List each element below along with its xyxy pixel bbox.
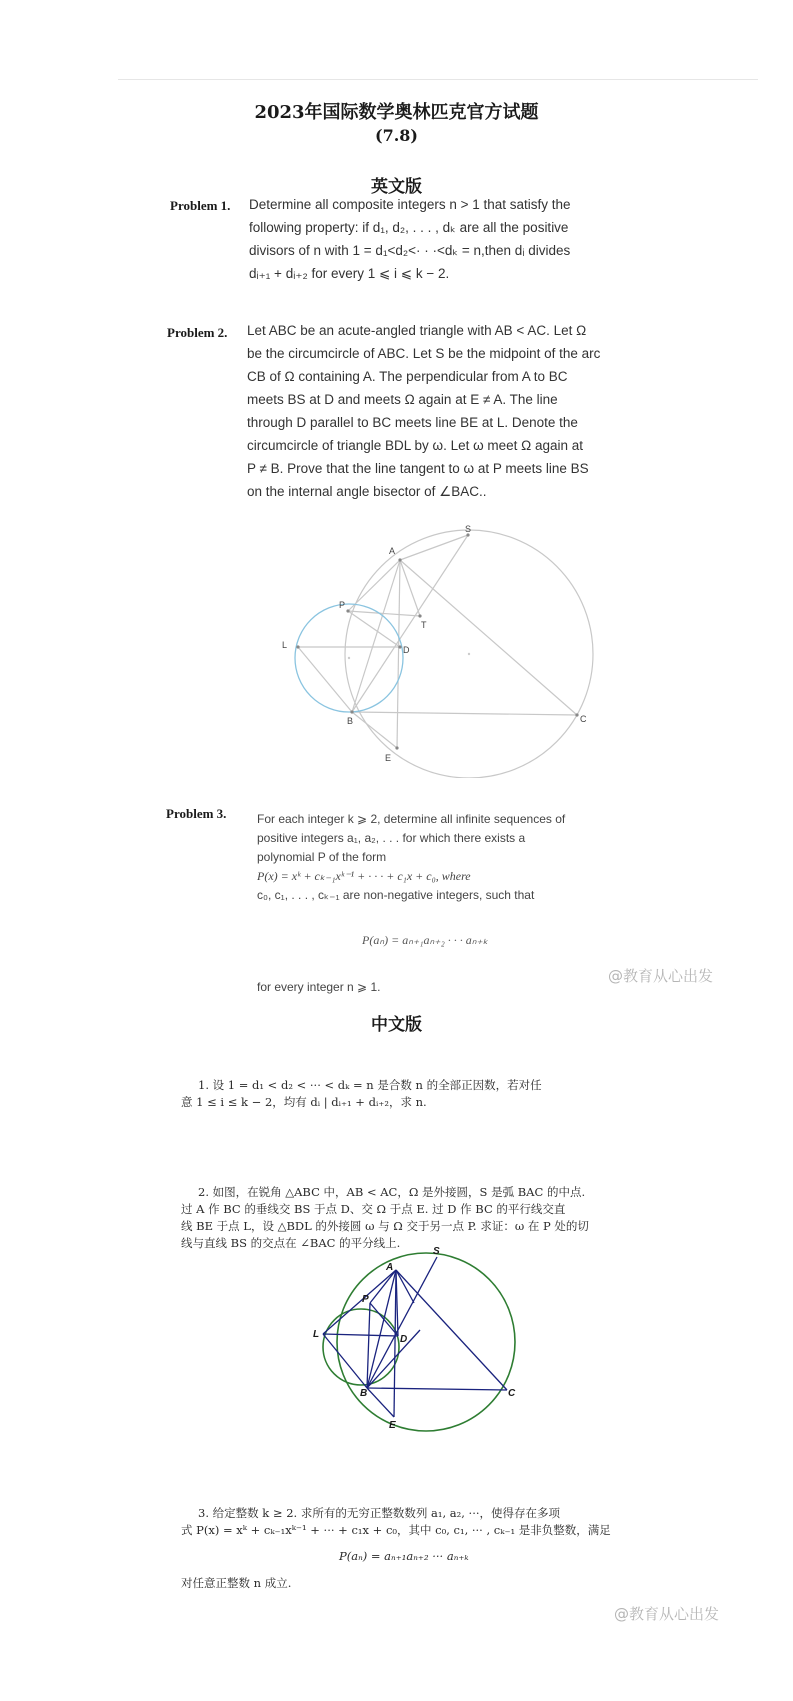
watermark-2: @教育从心出发 [614, 1605, 720, 1623]
chinese-problem-2-line: 2. 如图，在锐角 △ABC 中，AB < AC，Ω 是外接圆，S 是弧 BAC 的中点. [198, 1185, 586, 1199]
line-bc [352, 712, 577, 715]
line-ad-2 [396, 1270, 398, 1336]
line-as [400, 535, 468, 560]
circle-omega-green [337, 1253, 515, 1431]
line-ae [397, 560, 400, 748]
problem-1-line: dᵢ₊₁ + dᵢ₊₂ for every 1 ⩽ i ⩽ k − 2. [249, 266, 450, 281]
fig1-label-b: B [347, 716, 354, 726]
watermark-1: @教育从心出发 [608, 967, 714, 985]
problem-2-line: circumcircle of triangle BDL by ω. Let ω meet Ω again at [247, 438, 584, 453]
problem-1-text [249, 193, 571, 285]
fig1-label-t: T [421, 620, 427, 630]
chinese-problem-1 [181, 1077, 542, 1111]
chinese-problem-2-line: 线与直线 BS 的交点在 ∠BAC 的平分线上. [181, 1236, 401, 1250]
problem-2-line: Let ABC be an acute-angled triangle with AB < AC. Let Ω [247, 323, 587, 338]
chinese-problem-2 [181, 1184, 589, 1252]
line-be [352, 712, 397, 748]
fig1-label-c: C [580, 714, 587, 724]
chinese-problem-2-line: 过 A 作 BC 的垂线交 BS 于点 D、交 Ω 于点 E. 过 D 作 BC 的平行线交直 [181, 1202, 566, 1216]
chinese-problem-3-tail: 对任意正整数 n 成立. [181, 1576, 292, 1590]
problem-1-line: Determine all composite integers n > 1 that satisfy the [249, 197, 571, 212]
problem-2-label: Problem 2. [167, 325, 228, 340]
problem-3-line: polynomial P of the form [257, 850, 387, 864]
fig2-label-s: S [433, 1246, 440, 1257]
fig2-label-c: C [508, 1388, 516, 1399]
line-ac [400, 560, 577, 715]
problem-3-label: Problem 3. [166, 806, 227, 821]
line-ld-2 [323, 1334, 398, 1336]
chinese-problem-3 [181, 1505, 611, 1539]
problem-2-line: be the circumcircle of ABC. Let S be the midpoint of the arc [247, 346, 601, 361]
geometry-figure-english [270, 518, 610, 778]
chinese-problem-2-line: 线 BE 于点 L，设 △BDL 的外接圆 ω 与 Ω 交于另一点 P. 求证：ω 在 P 处的切 [181, 1219, 589, 1233]
problem-3-line: positive integers a₁, a₂, . . . for which there exists a [257, 831, 526, 845]
page-title: 2023年国际数学奥林匹克官方试题 [254, 102, 539, 123]
fig2-label-b: B [360, 1388, 368, 1399]
line-la-2 [323, 1270, 396, 1334]
fig1-label-p: P [339, 600, 346, 610]
fig2-label-l: L [313, 1329, 320, 1340]
problem-3-line: c₀, c₁, . . . , cₖ₋₁ are non-negative integers, such that [257, 888, 535, 902]
problem-1-label: Problem 1. [170, 198, 231, 213]
line-bc-2 [367, 1388, 507, 1390]
chinese-problem-3-line: 3. 给定整数 k ≥ 2. 求所有的无穷正整数数列 a₁, a₂, ···，使得存在多项 [198, 1506, 561, 1520]
chinese-problem-1-line: 1. 设 1 = d₁ < d₂ < ··· < dₖ = n 是合数 n 的全部正因数，若对任 [198, 1078, 542, 1092]
chinese-heading: 中文版 [371, 1015, 422, 1035]
fig1-label-s: S [465, 524, 472, 534]
top-divider [118, 79, 758, 80]
line-bs [352, 535, 468, 712]
fig2-label-a: A [386, 1262, 394, 1273]
fig2-label-p: P [362, 1294, 369, 1305]
problem-1-line: divisors of n with 1 = d₁<d₂<· · ·<dₖ = n,then dᵢ divides [249, 243, 571, 258]
english-heading: 英文版 [371, 177, 422, 197]
chinese-problem-1-line: 意 1 ≤ i ≤ k − 2，均有 dᵢ | dᵢ₊₁ + dᵢ₊₂，求 n. [181, 1095, 427, 1109]
problem-1-line: following property: if d₁, d₂, . . . , dₖ are all the positive [249, 220, 569, 235]
problem-3-tail: for every integer n ⩾ 1. [257, 980, 381, 994]
chinese-problem-3-line: 式 P(x) = xᵏ + cₖ₋₁xᵏ⁻¹ + ··· + c₁x + c₀，其中 c₀, c₁, ··· , cₖ₋₁ 是非负整数，满足 [181, 1523, 611, 1537]
fig2-label-d: D [400, 1334, 408, 1345]
fig2-label-e: E [389, 1420, 396, 1431]
fig1-label-e: E [385, 753, 392, 763]
problem-2-line: on the internal angle bisector of ∠BAC.. [247, 484, 487, 499]
problem-3-formula: P(aₙ) = aₙ₊₁aₙ₊₂ · · · aₙ₊ₖ [362, 933, 488, 947]
problem-2-line: CB of Ω containing A. The perpendicular from A to BC [247, 369, 568, 384]
line-pd-2 [370, 1303, 398, 1336]
fig1-label-a: A [389, 546, 396, 556]
page-date: (7.8) [375, 126, 418, 145]
problem-2-text [247, 319, 600, 503]
chinese-problem-3-formula: P(aₙ) = aₙ₊₁aₙ₊₂ ··· aₙ₊ₖ [339, 1549, 469, 1563]
line-ac-2 [396, 1270, 507, 1390]
problem-2-line: through D parallel to BC meets line BE at L. Denote the [247, 415, 578, 430]
problem-2-line: meets BS at D and meets Ω again at E ≠ A. The line [247, 392, 558, 407]
problem-2-line: P ≠ B. Prove that the line tangent to ω at P meets line BS [247, 461, 589, 476]
problem-3-line: For each integer k ⩾ 2, determine all infinite sequences of [257, 812, 566, 826]
geometry-figure-chinese [300, 1246, 530, 1432]
line-ae-2 [394, 1270, 396, 1417]
problem-3-line: P(x) = xᵏ + cₖ₋₁xᵏ⁻¹ + · · · + c₁x + c₀, where [257, 869, 471, 883]
line-lb [298, 647, 352, 712]
fig1-label-l: L [282, 640, 288, 650]
problem-3-text [257, 810, 565, 905]
fig1-label-d: D [403, 645, 410, 655]
